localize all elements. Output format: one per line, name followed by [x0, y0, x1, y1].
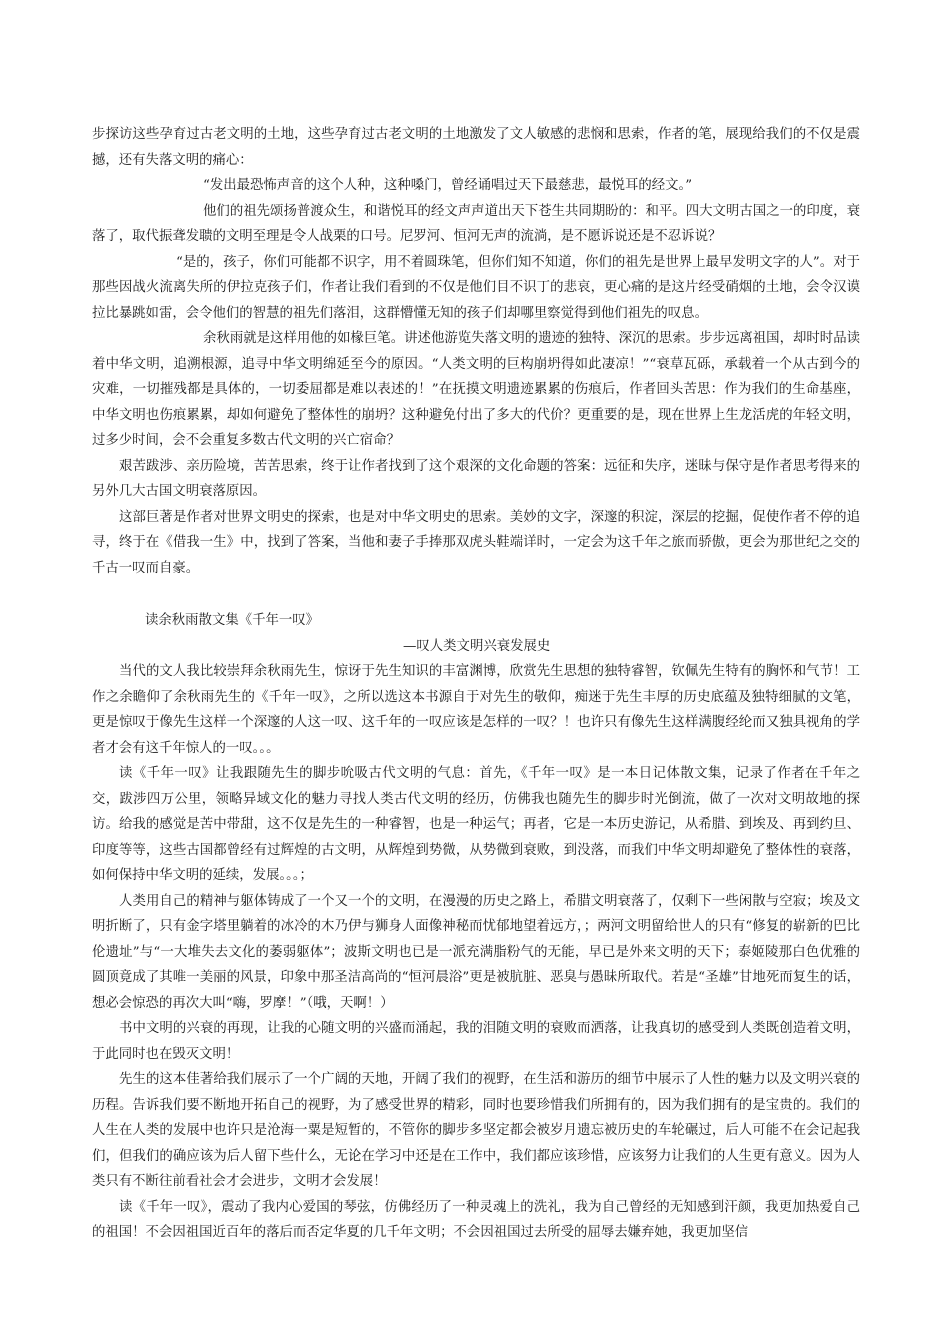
paragraph: 他们的祖先颂扬普渡众生，和谐悦耳的经文声声道出天下苍生共同期盼的：和平。四大文明古国之一的印度，衰落了，取代振聋发聩的文明至理是令人战栗的口号。尼罗河、恒河无声的流淌，是不愿诉说还是不忍诉说？	[92, 203, 860, 244]
paragraph: 步探访这些孕育过古老文明的土地，这些孕育过古老文明的土地激发了文人敏感的悲悯和思索，作者的笔，展现给我们的不仅是震撼，还有失落文明的痛心：	[92, 127, 860, 168]
paragraph: 读《千年一叹》让我跟随先生的脚步吮吸古代文明的气息：首先，《千年一叹》是一本日记体散文集，记录了作者在千年之交，跋涉四万公里，领略异域文化的魅力寻找人类古代文明的经历，仿佛我也随先生的脚步时光倒流，做了一次对文明故地的探访。给我的感觉是苦中带甜，这不仅是先生的一种睿智，也是一种运气；再者，它是一本历史游记，从希腊、到埃及、再到约旦、印度等等，这些古国都曾经有过辉煌的古文明，从辉煌到势微，从势微到衰败，到没落，而我们中华文明却避免了整体性的衰落，如何保持中华文明的延续，发展。。。；	[92, 766, 860, 883]
paragraph: 这部巨著是作者对世界文明史的探索，也是对中华文明史的思索。美妙的文字，深邃的积淀，深层的挖掘，促使作者不停的追寻，终于在《借我一生》中，找到了答案，当他和妻子手捧那双虎头鞋端详时，一定会为这千年之旅而骄傲，更会为那世纪之交的千古一叹而自豪。	[92, 509, 860, 576]
article-title: 读余秋雨散文集《千年一叹》	[145, 613, 320, 628]
paragraph: 余秋雨就是这样用他的如椽巨笔。讲述他游览失落文明的遗迹的独特、深沉的思索。步步远离祖国，却时时品读着中华文明，追溯根源，追寻中华文明绵延至今的原因。“人类文明的巨构崩坍得如此凄凉！”“衰草瓦砾，承载着一个从古到今的灾难，一切摧残都是具体的，一切委屈都是难以表述的！”在抚摸文明遗迹累累的伤痕后，作者回头苦思：作为我们的生命基座，中华文明也伤痕累累，却如何避免了整体性的崩坍？这种避免付出了多大的代价？更重要的是，现在世界上生龙活虎的年轻文明，过多少时间，会不会重复多数古代文明的兴亡宿命？	[92, 331, 860, 448]
paragraph: 书中文明的兴衰的再现，让我的心随文明的兴盛而涌起，我的泪随文明的衰败而洒落，让我真切的感受到人类既创造着文明，于此同时也在毁灭文明！	[92, 1021, 860, 1062]
paragraph: 当代的文人我比较崇拜余秋雨先生，惊讶于先生知识的丰富渊博，欣赏先生思想的独特睿智，钦佩先生特有的胸怀和气节！工作之余瞻仰了余秋雨先生的《千年一叹》，之所以选这本书源自于对先生的敬仰，痴迷于先生丰厚的历史底蕴及独特细腻的文笔，更是惊叹于像先生这样一个深邃的人这一叹、这千年的一叹应该是怎样的一叹？！也许只有像先生这样满腹经纶而又独具视角的学者才会有这千年惊人的一叹。。。	[92, 664, 860, 756]
paragraph: “是的，孩子，你们可能都不识字，用不着圆珠笔，但你们知不知道，你们的祖先是世界上最早发明文字的人”。对于那些因战火流离失所的伊拉克孩子们，作者让我们看到的不仅是他们目不识丁的悲哀，更心痛的是这片经受硝烟的土地，会令汉谟拉比暴跳如雷，会令他们的智慧的祖先们落泪，这群懵懂无知的孩子们却哪里察觉得到他们祖先的叹息。	[92, 254, 860, 321]
section-gap	[92, 581, 860, 608]
paragraph: 人类用自己的精神与躯体铸成了一个又一个的文明，在漫漫的历史之路上，希腊文明衰落了，仅剩下一些闲散与空寂；埃及文明折断了，只有金字塔里躺着的冰冷的木乃伊与狮身人面像神秘而忧郁地望着远方，；两河文明留给世人的只有“修复的崭新的巴比伦遗址”与“一大堆失去文化的萎弱躯体”；波斯文明也已是一派充满脂粉气的无能，早已是外来文明的天下；泰姬陵那白色优雅的圆顶竟成了其唯一美丽的风景，印象中那圣洁高尚的“恒河晨浴”更是被肮脏、恶臭与愚昧所取代。若是“圣雄”甘地死而复生的话，想必会惊恐的再次大叫“嗨，罗摩！”（哦，天啊！）	[92, 893, 860, 1011]
paragraph: 艰苦跋涉、亲历险境，苦苦思索，终于让作者找到了这个艰深的文化命题的答案：远征和失序，迷昧与保守是作者思考得来的另外几大古国文明衰落原因。	[92, 458, 860, 499]
paragraph: 读《千年一叹》，震动了我内心爱国的琴弦，仿佛经历了一种灵魂上的洗礼，我为自己曾经的无知感到汗颜，我更加热爱自己的祖国！不会因祖国近百年的落后而否定华夏的几千年文明；不会因祖国过去所受的屈辱去嫌弃她，我更加坚信	[92, 1199, 860, 1240]
paragraph: 先生的这本佳著给我们展示了一个广阔的天地，开阔了我们的视野，在生活和游历的细节中展示了人性的魅力以及文明兴衰的历程。告诉我们要不断地开拓自己的视野，为了感受世界的精彩，同时也要珍惜我们所拥有的，因为我们拥有的是宝贵的。我们的人生在人类的发展中也许只是沧海一粟是短暂的，不管你的脚步多坚定都会被岁月遗忘被历史的车轮碾过，后人可能不在会记起我们，但我们的确应该为后人留下些什么，无论在学习中还是在工作中，我们都应该珍惜，应该努力让我们的人生更有意义。因为人类只有不断往前看社会才会进步，文明才会发展！	[92, 1072, 860, 1189]
document-page	[92, 122, 860, 1246]
article-subtitle: —叹人类文明兴衰发展史	[403, 638, 551, 654]
quote-paragraph: “发出最恐怖声音的这个人种，这种嗓门，曾经诵唱过天下最慈悲，最悦耳的经文。”	[203, 178, 693, 193]
